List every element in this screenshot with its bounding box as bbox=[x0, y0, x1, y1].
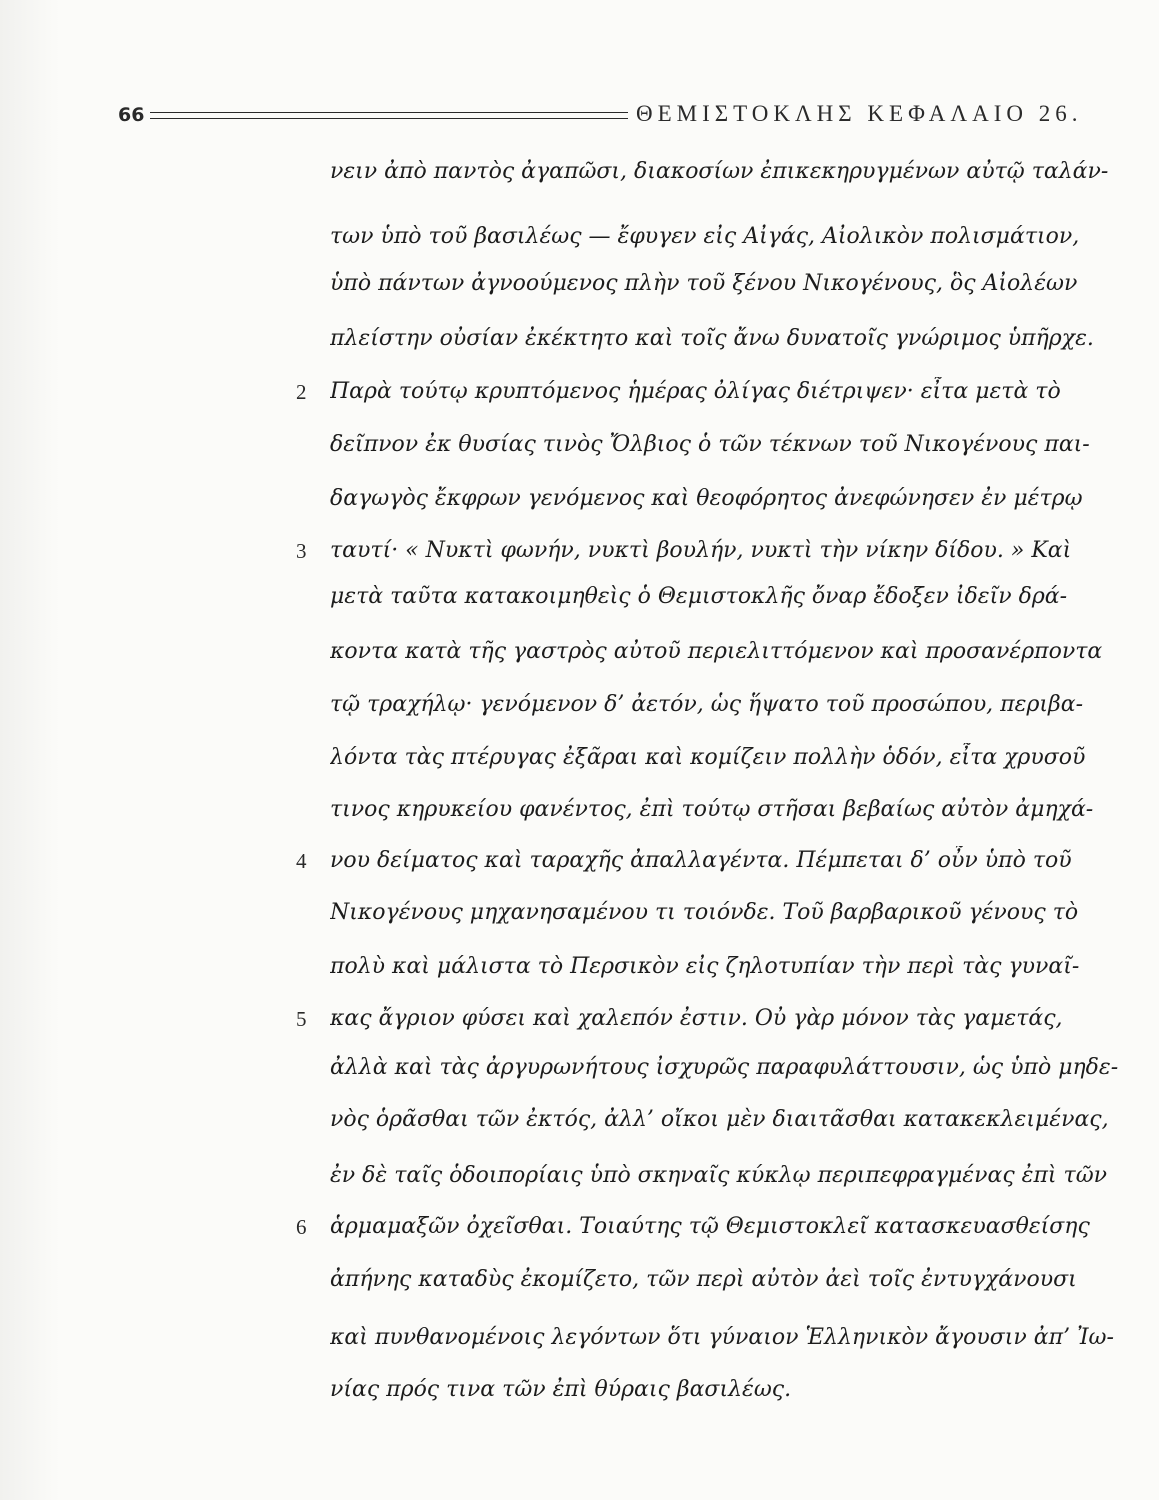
text-line: ὑπὸ πάντων ἀγνοούμενος πλὴν τοῦ ξένου Νικογένους, ὃς Αἰολέων bbox=[330, 271, 1078, 296]
text-line: μετὰ ταῦτα κατακοιμηθεὶς ὁ Θεμιστοκλῆς ὄναρ ἔδοξεν ἰδεῖν δρά- bbox=[330, 584, 1068, 609]
text-line: κας ἄγριον φύσει καὶ χαλεπόν ἐστιν. Οὐ γὰρ μόνον τὰς γαμετάς, bbox=[330, 1006, 1063, 1031]
header-rule bbox=[150, 112, 628, 119]
text-line: Νικογένους μηχανησαμένου τι τοιόνδε. Τοῦ βαρβαρικοῦ γένους τὸ bbox=[330, 900, 1079, 925]
text-line: δεῖπνον ἐκ θυσίας τινὸς Ὄλβιος ὁ τῶν τέκνων τοῦ Νικογένους παι- bbox=[330, 432, 1090, 457]
text-line: ἀπήνης καταδὺς ἐκομίζετο, τῶν περὶ αὐτὸν ἀεὶ τοῖς ἐντυγχάνουσι bbox=[330, 1267, 1077, 1292]
text-line: κοντα κατὰ τῆς γαστρὸς αὐτοῦ περιελιττόμενον καὶ προσανέρποντα bbox=[330, 639, 1103, 664]
page-edge-shadow bbox=[0, 0, 60, 1500]
text-line: ἐν δὲ ταῖς ὁδοιπορίαις ὑπὸ σκηναῖς κύκλῳ περιπεφραγμένας ἐπὶ τῶν bbox=[330, 1163, 1108, 1188]
text-line: πολὺ καὶ μάλιστα τὸ Περσικὸν εἰς ζηλοτυπίαν τὴν περὶ τὰς γυναῖ- bbox=[330, 954, 1080, 979]
section-number: 5 bbox=[296, 1007, 307, 1031]
text-line: νειν ἀπὸ παντὸς ἀγαπῶσι, διακοσίων ἐπικεκηρυγμένων αὐτῷ ταλάν- bbox=[330, 159, 1109, 184]
text-line: νίας πρός τινα τῶν ἐπὶ θύραις βασιλέως. bbox=[330, 1377, 792, 1402]
text-line: καὶ πυνθανομένοις λεγόντων ὅτι γύναιον Ἑλληνικὸν ἄγουσιν ἀπ’ Ἰω- bbox=[330, 1325, 1114, 1350]
section-number: 4 bbox=[296, 849, 307, 873]
text-line: νου δείματος καὶ ταραχῆς ἀπαλλαγέντα. Πέμπεται δ’ οὖν ὑπὸ τοῦ bbox=[330, 848, 1072, 873]
text-line: τῷ τραχήλῳ· γενόμενον δ’ ἀετόν, ὡς ἥψατο τοῦ προσώπου, περιβα- bbox=[330, 692, 1084, 717]
text-line: νὸς ὁρᾶσθαι τῶν ἐκτός, ἀλλ’ οἴκοι μὲν διαιτᾶσθαι κατακεκλειμένας, bbox=[330, 1107, 1109, 1132]
text-line: ἀλλὰ καὶ τὰς ἀργυρωνήτους ἰσχυρῶς παραφυλάττουσιν, ὡς ὑπὸ μηδε- bbox=[330, 1055, 1119, 1080]
page-number: 66 bbox=[118, 104, 145, 126]
text-line: δαγωγὸς ἔκφρων γενόμενος καὶ θεοφόρητος ἀνεφώνησεν ἐν μέτρῳ bbox=[330, 486, 1083, 511]
text-line: ἁρμαμαξῶν ὀχεῖσθαι. Τοιαύτης τῷ Θεμιστοκλεῖ κατασκευασθείσης bbox=[330, 1214, 1090, 1239]
text-line: Παρὰ τούτῳ κρυπτόμενος ἡμέρας ὀλίγας διέτριψεν· εἶτα μετὰ τὸ bbox=[330, 379, 1061, 404]
section-number: 6 bbox=[296, 1215, 307, 1239]
text-line: λόντα τὰς πτέρυγας ἐξᾶραι καὶ κομίζειν πολλὴν ὁδόν, εἶτα χρυσοῦ bbox=[330, 745, 1086, 770]
running-title: ΘΕΜΙΣΤΟΚΛΗΣ ΚΕΦΑΛΑΙΟ 26. bbox=[636, 101, 1083, 126]
text-line: ταυτί· « Νυκτὶ φωνήν, νυκτὶ βουλήν, νυκτὶ τὴν νίκην δίδου. » Καὶ bbox=[330, 538, 1072, 563]
section-number: 3 bbox=[296, 539, 307, 563]
text-line: πλείστην οὐσίαν ἐκέκτητο καὶ τοῖς ἄνω δυνατοῖς γνώριμος ὑπῆρχε. bbox=[330, 326, 1094, 351]
text-line: των ὑπὸ τοῦ βασιλέως — ἔφυγεν εἰς Αἰγάς, Αἰολικὸν πολισμάτιον, bbox=[330, 224, 1080, 249]
text-line: τινος κηρυκείου φανέντος, ἐπὶ τούτῳ στῆσαι βεβαίως αὐτὸν ἀμηχά- bbox=[330, 797, 1094, 822]
section-number: 2 bbox=[296, 380, 307, 404]
